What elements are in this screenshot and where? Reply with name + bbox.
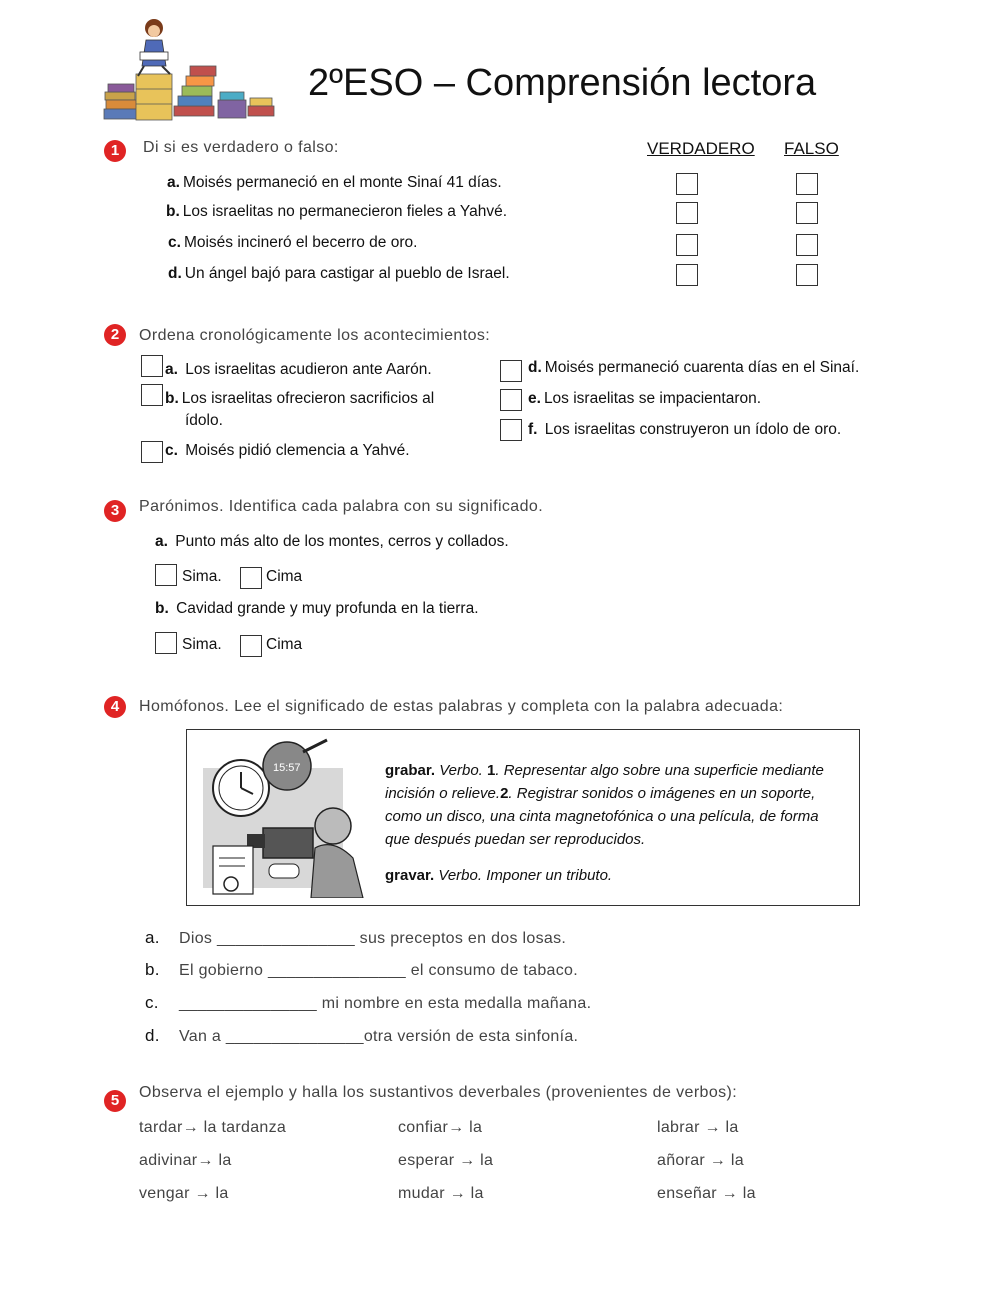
fill-blank-item[interactable]: c. _______________ mi nombre en esta medalla mañana. — [145, 993, 592, 1012]
tf-item: d. Un ángel bajó para castigar al pueblo de Israel. — [168, 265, 510, 282]
fill-blank-item[interactable]: b. El gobierno _______________ el consumo de tabaco. — [145, 960, 579, 979]
order-item: d. Moisés permaneció cuarenta días en el Sinaí. — [528, 359, 860, 376]
true-checkbox-b[interactable] — [676, 202, 698, 224]
order-box-c[interactable] — [141, 441, 163, 463]
noun-item[interactable]: vengar → la — [139, 1185, 229, 1202]
definition-grabar: grabar. Verbo. 1. Representar algo sobre una superficie mediante incisión o relieve.2. Registrar sonidos o imágenes en un soporte, como un disco, una cinta magnetofónica o una película, de forma que después puedan ser reproducidos. — [385, 762, 824, 848]
fill-blank-item[interactable]: d. Van a _______________otra versión de esta sinfonía. — [145, 1026, 579, 1045]
false-checkbox-a[interactable] — [796, 173, 818, 195]
option-label-sima: Sima. — [182, 568, 222, 585]
order-box-a[interactable] — [141, 355, 163, 377]
paronym-question-b: b. Cavidad grande y muy profunda en la tierra. — [155, 600, 479, 617]
section-4-instruction: Homófonos. Lee el significado de estas palabras y completa con la palabra adecuada: — [139, 698, 784, 715]
false-checkbox-b[interactable] — [796, 202, 818, 224]
svg-text:15:57: 15:57 — [273, 762, 301, 774]
order-item: a. Los israelitas acudieron ante Aarón. — [165, 361, 432, 378]
order-item: c. Moisés pidió clemencia a Yahvé. — [165, 442, 410, 459]
recording-camera-icon — [203, 738, 373, 898]
section-1-number: 1 — [104, 140, 126, 162]
noun-item[interactable]: mudar → la — [398, 1185, 484, 1202]
noun-item[interactable]: enseñar → la — [657, 1185, 756, 1202]
section-3-instruction: Parónimos. Identifica cada palabra con su significado. — [139, 498, 544, 515]
definition-gravar: gravar. Verbo. Imponer un tributo. — [385, 867, 613, 884]
section-2-instruction: Ordena cronológicamente los acontecimientos: — [139, 327, 491, 344]
option-label-cima: Cima — [266, 568, 303, 585]
option-box-sima-b[interactable] — [155, 632, 177, 654]
option-box-cima-a[interactable] — [240, 567, 262, 589]
order-item: f. Los israelitas construyeron un ídolo de oro. — [528, 421, 842, 438]
noun-item[interactable]: adivinar→ la — [139, 1152, 232, 1169]
order-box-b[interactable] — [141, 384, 163, 406]
order-item: e. Los israelitas se impacientaron. — [528, 390, 762, 407]
noun-item[interactable]: tardar→ la tardanza — [139, 1119, 287, 1136]
order-item: b. Los israelitas ofrecieron sacrificios al — [165, 390, 435, 407]
section-4-number: 4 — [104, 696, 126, 718]
false-checkbox-c[interactable] — [796, 234, 818, 256]
definition-box — [186, 729, 860, 906]
page-title: 2ºESO – Comprensión lectora — [308, 62, 817, 104]
section-5-instruction: Observa el ejemplo y halla los sustantivos deverbales (provenientes de verbos): — [139, 1084, 738, 1101]
tf-item: b. Los israelitas no permanecieron fieles a Yahvé. — [166, 203, 508, 220]
logo-illustration — [100, 14, 280, 126]
option-box-sima-a[interactable] — [155, 564, 177, 586]
false-checkbox-d[interactable] — [796, 264, 818, 286]
noun-item[interactable]: esperar → la — [398, 1152, 494, 1169]
noun-item[interactable]: añorar → la — [657, 1152, 744, 1169]
section-1-instruction: Di si es verdadero o falso: — [143, 139, 339, 156]
girl-reading-books-icon — [100, 14, 280, 126]
fill-blank-item[interactable]: a. Dios _______________ sus preceptos en dos losas. — [145, 928, 567, 947]
tf-item: a. Moisés permaneció en el monte Sinaí 41 días. — [167, 174, 502, 191]
paronym-question-a: a. Punto más alto de los montes, cerros y collados. — [155, 533, 509, 550]
true-checkbox-a[interactable] — [676, 173, 698, 195]
order-box-e[interactable] — [500, 389, 522, 411]
option-label-sima: Sima. — [182, 636, 222, 653]
true-checkbox-d[interactable] — [676, 264, 698, 286]
column-header-false: FALSO — [784, 139, 839, 158]
section-3-number: 3 — [104, 500, 126, 522]
column-header-true: VERDADERO — [647, 139, 755, 158]
noun-item[interactable]: labrar → la — [657, 1119, 739, 1136]
order-item-continuation: ídolo. — [185, 412, 223, 429]
noun-item[interactable]: confiar→ la — [398, 1119, 483, 1136]
order-box-f[interactable] — [500, 419, 522, 441]
order-box-d[interactable] — [500, 360, 522, 382]
tf-item: c. Moisés incineró el becerro de oro. — [168, 234, 418, 251]
section-5-number: 5 — [104, 1090, 126, 1112]
option-label-cima: Cima — [266, 636, 303, 653]
true-checkbox-c[interactable] — [676, 234, 698, 256]
section-2-number: 2 — [104, 324, 126, 346]
option-box-cima-b[interactable] — [240, 635, 262, 657]
recording-illustration — [203, 738, 373, 898]
